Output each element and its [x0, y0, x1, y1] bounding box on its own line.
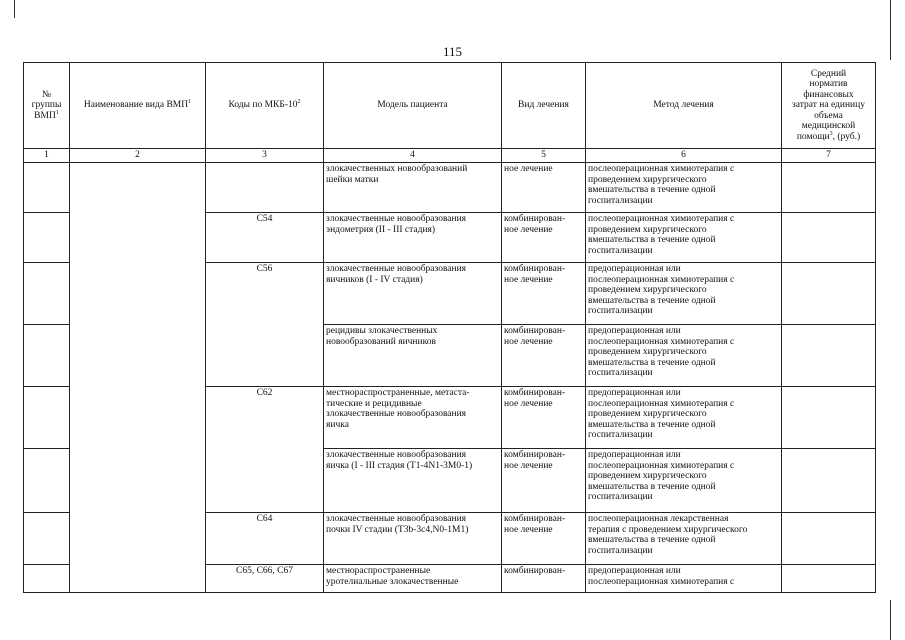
column-number: 1	[24, 149, 70, 163]
treatment-type-cell: комбинирован- ное лечение	[502, 213, 586, 263]
header-treatment-type: Вид лечения	[502, 63, 586, 149]
column-number: 3	[206, 149, 324, 163]
treatment-type-cell: комбинирован-	[502, 565, 586, 593]
column-number: 4	[324, 149, 502, 163]
avg-cost-cell	[782, 387, 876, 449]
avg-cost-cell	[782, 325, 876, 387]
patient-model-cell: местнораспространенные уротелиальные злокачественные	[324, 565, 502, 593]
treatment-type-cell: комбинирован- ное лечение	[502, 325, 586, 387]
treatment-type-cell: комбинирован- ное лечение	[502, 513, 586, 565]
column-number: 5	[502, 149, 586, 163]
header-vmp-name: Наименование вида ВМП$^1$	[70, 63, 206, 149]
table-row	[24, 163, 876, 213]
icd-code-cell: C64	[206, 513, 324, 565]
treatment-method-cell: предоперационная или послеоперационная химиотерапия с проведением хирургического вмешательства в течение одной госпитализации	[586, 263, 782, 325]
avg-cost-cell	[782, 263, 876, 325]
treatment-method-cell: предоперационная или послеоперационная химиотерапия с проведением хирургического вмешательства в течение одной госпитализации	[586, 387, 782, 449]
patient-model-cell: злокачественные новообразования почки IV стадии (T3b-3c4,N0-1M1)	[324, 513, 502, 565]
icd-code-cell: C56	[206, 263, 324, 387]
page-number: 115	[442, 44, 463, 59]
header-treatment-method: Метод лечения	[586, 63, 782, 149]
patient-model-cell: злокачественные новообразования эндометрия (II - III стадия)	[324, 213, 502, 263]
treatment-method-cell: послеоперационная химиотерапия с проведением хирургического вмешательства в течение одной госпитализации	[586, 213, 782, 263]
avg-cost-cell	[782, 565, 876, 593]
vmp-name-cell	[70, 163, 206, 593]
header-group-number: № группы ВМП$^1$	[24, 63, 70, 149]
patient-model-cell: злокачественных новообразований шейки матки	[324, 163, 502, 213]
header-avg-cost: Средний норматив финансовых затрат на единицу объема медицинской помощи$^3$, (руб.)	[782, 63, 876, 149]
scan-edge-mark-left	[14, 0, 25, 18]
icd-code-cell: C65, C66, C67	[206, 565, 324, 593]
patient-model-cell: рецидивы злокачественных новообразований яичников	[324, 325, 502, 387]
header-row	[24, 63, 876, 149]
group-number-cell	[24, 449, 70, 513]
treatment-method-cell: предоперационная или послеоперационная химиотерапия с	[586, 565, 782, 593]
column-number-row	[24, 149, 876, 163]
header-patient-model: Модель пациента	[324, 63, 502, 149]
header-icd-codes: Коды по МКБ-$10^2$	[206, 63, 324, 149]
icd-code-cell: C62	[206, 387, 324, 513]
treatment-type-cell: ное лечение	[502, 163, 586, 213]
column-number: 7	[782, 149, 876, 163]
icd-code-cell	[206, 163, 324, 213]
group-number-cell	[24, 163, 70, 213]
avg-cost-cell	[782, 213, 876, 263]
group-number-cell	[24, 565, 70, 593]
group-number-cell	[24, 513, 70, 565]
treatment-type-cell: комбинирован- ное лечение	[502, 263, 586, 325]
avg-cost-cell	[782, 449, 876, 513]
group-number-cell	[24, 325, 70, 387]
vmp-table	[23, 62, 876, 593]
column-number: 6	[586, 149, 782, 163]
avg-cost-cell	[782, 163, 876, 213]
scan-edge-mark-bottom	[880, 600, 891, 640]
patient-model-cell: местнораспространенные, метаста- тические и рецидивные злокачественные новообразования яичка	[324, 387, 502, 449]
treatment-method-cell: послеоперационная химиотерапия с проведением хирургического вмешательства в течение одной госпитализации	[586, 163, 782, 213]
treatment-method-cell: предоперационная или послеоперационная химиотерапия с проведением хирургического вмешательства в течение одной госпитализации	[586, 325, 782, 387]
avg-cost-cell	[782, 513, 876, 565]
patient-model-cell: злокачественные новообразования яичников (I - IV стадия)	[324, 263, 502, 325]
treatment-type-cell: комбинирован- ное лечение	[502, 387, 586, 449]
treatment-type-cell: комбинирован- ное лечение	[502, 449, 586, 513]
group-number-cell	[24, 387, 70, 449]
group-number-cell	[24, 213, 70, 263]
group-number-cell	[24, 263, 70, 325]
icd-code-cell: C54	[206, 213, 324, 263]
patient-model-cell: злокачественные новообразования яичка (I - III стадия (T1-4N1-3M0-1)	[324, 449, 502, 513]
treatment-method-cell: послеоперационная лекарственная терапия с проведением хирургического вмешательства в течение одной госпитализации	[586, 513, 782, 565]
column-number: 2	[70, 149, 206, 163]
treatment-method-cell: предоперационная или послеоперационная химиотерапия с проведением хирургического вмешательства в течение одной госпитализации	[586, 449, 782, 513]
